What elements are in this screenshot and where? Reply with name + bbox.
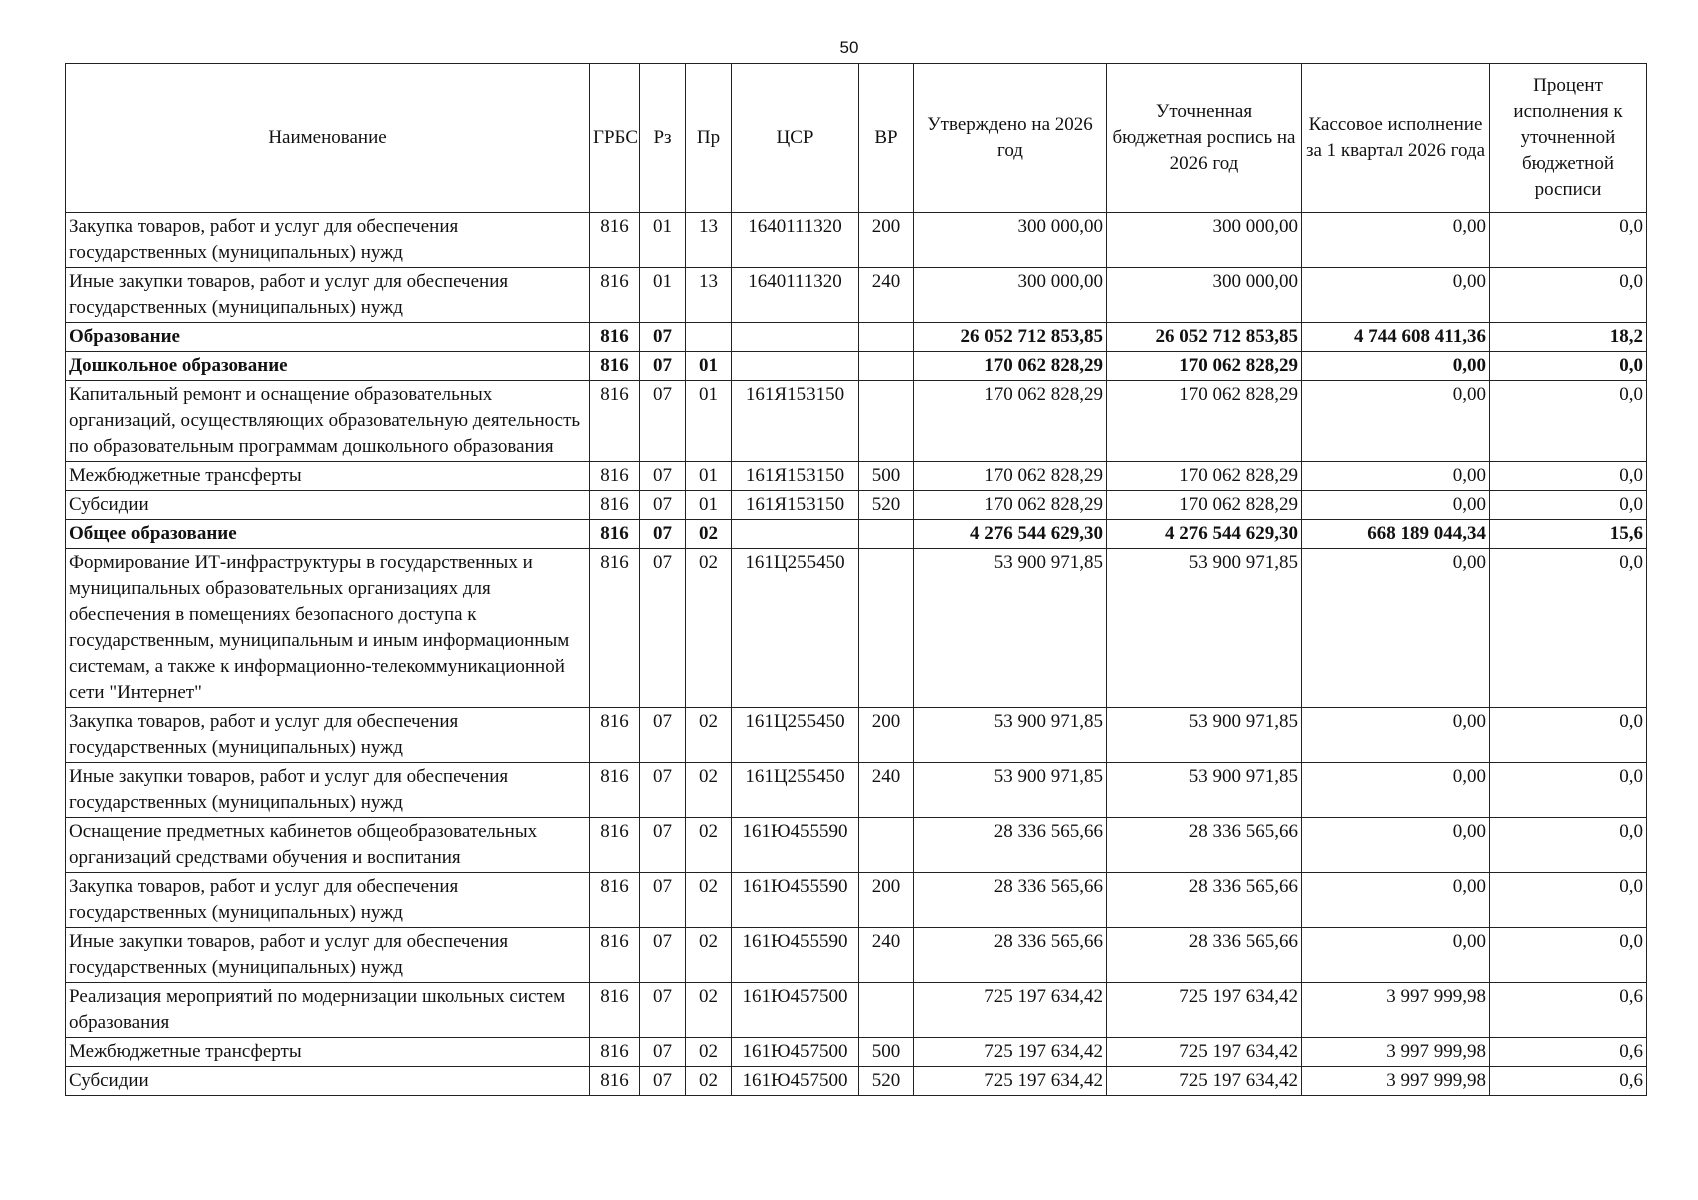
- cell-name: Субсидии: [66, 1067, 590, 1096]
- cell-rz: 01: [640, 213, 686, 268]
- cell-cash: 0,00: [1302, 352, 1490, 381]
- cell-percent: 0,6: [1490, 1038, 1647, 1067]
- cell-csr: [732, 323, 859, 352]
- cell-grbs: 816: [590, 549, 640, 708]
- table-body: [66, 213, 1647, 1096]
- cell-cash: 668 189 044,34: [1302, 520, 1490, 549]
- cell-rz: 07: [640, 873, 686, 928]
- cell-csr: 161Ц255450: [732, 708, 859, 763]
- cell-csr: 161Ц255450: [732, 549, 859, 708]
- cell-cash: 0,00: [1302, 491, 1490, 520]
- cell-cash: 4 744 608 411,36: [1302, 323, 1490, 352]
- cell-cash: 0,00: [1302, 928, 1490, 983]
- cell-vr: 240: [859, 763, 914, 818]
- cell-percent: 0,0: [1490, 928, 1647, 983]
- cell-refined: 300 000,00: [1107, 213, 1302, 268]
- cell-approved: 28 336 565,66: [914, 818, 1107, 873]
- cell-cash: 0,00: [1302, 381, 1490, 462]
- table-row: [66, 983, 1647, 1038]
- cell-rz: 07: [640, 708, 686, 763]
- cell-rz: 07: [640, 1038, 686, 1067]
- cell-vr: 520: [859, 491, 914, 520]
- page-number: 50: [839, 38, 859, 57]
- table-row: [66, 213, 1647, 268]
- cell-rz: 07: [640, 928, 686, 983]
- cell-pr: 02: [686, 549, 732, 708]
- cell-approved: 26 052 712 853,85: [914, 323, 1107, 352]
- cell-vr: [859, 549, 914, 708]
- cell-csr: 161Я153150: [732, 381, 859, 462]
- cell-vr: 200: [859, 213, 914, 268]
- cell-name: Иные закупки товаров, работ и услуг для обеспечения государственных (муниципальных) нужд: [66, 763, 590, 818]
- cell-pr: 02: [686, 983, 732, 1038]
- table-row: [66, 268, 1647, 323]
- cell-csr: 161Я153150: [732, 462, 859, 491]
- cell-rz: 07: [640, 352, 686, 381]
- cell-vr: [859, 520, 914, 549]
- cell-name: Реализация мероприятий по модернизации школьных систем образования: [66, 983, 590, 1038]
- cell-refined: 725 197 634,42: [1107, 1067, 1302, 1096]
- cell-rz: 07: [640, 381, 686, 462]
- header-csr: ЦСР: [732, 64, 859, 213]
- cell-pr: 01: [686, 491, 732, 520]
- cell-rz: 07: [640, 462, 686, 491]
- cell-vr: [859, 983, 914, 1038]
- cell-grbs: 816: [590, 268, 640, 323]
- cell-percent: 0,0: [1490, 491, 1647, 520]
- cell-percent: 0,0: [1490, 268, 1647, 323]
- cell-name: Межбюджетные трансферты: [66, 1038, 590, 1067]
- cell-grbs: 816: [590, 520, 640, 549]
- cell-rz: 01: [640, 268, 686, 323]
- cell-refined: 170 062 828,29: [1107, 381, 1302, 462]
- cell-refined: 53 900 971,85: [1107, 708, 1302, 763]
- cell-refined: 53 900 971,85: [1107, 763, 1302, 818]
- cell-csr: 161Ю457500: [732, 1038, 859, 1067]
- cell-vr: 240: [859, 928, 914, 983]
- cell-percent: 0,0: [1490, 352, 1647, 381]
- cell-cash: 0,00: [1302, 708, 1490, 763]
- header-cash: Кассовое исполнение за 1 квартал 2026 года: [1302, 64, 1490, 213]
- table-header-row: [66, 64, 1647, 213]
- cell-vr: 240: [859, 268, 914, 323]
- cell-pr: 02: [686, 928, 732, 983]
- cell-percent: 0,0: [1490, 549, 1647, 708]
- cell-name: Дошкольное образование: [66, 352, 590, 381]
- cell-refined: 725 197 634,42: [1107, 983, 1302, 1038]
- cell-approved: 170 062 828,29: [914, 462, 1107, 491]
- cell-approved: 28 336 565,66: [914, 928, 1107, 983]
- cell-csr: 1640111320: [732, 268, 859, 323]
- cell-cash: 0,00: [1302, 818, 1490, 873]
- cell-vr: 200: [859, 708, 914, 763]
- header-approved: Утверждено на 2026 год: [914, 64, 1107, 213]
- header-rz: Рз: [640, 64, 686, 213]
- table-row: [66, 873, 1647, 928]
- cell-vr: [859, 381, 914, 462]
- cell-percent: 18,2: [1490, 323, 1647, 352]
- cell-csr: [732, 520, 859, 549]
- cell-grbs: 816: [590, 491, 640, 520]
- cell-cash: 0,00: [1302, 213, 1490, 268]
- cell-grbs: 816: [590, 381, 640, 462]
- cell-grbs: 816: [590, 213, 640, 268]
- cell-csr: 161Ю455590: [732, 928, 859, 983]
- header-grbs: ГРБС: [590, 64, 640, 213]
- cell-name: Межбюджетные трансферты: [66, 462, 590, 491]
- cell-approved: 725 197 634,42: [914, 983, 1107, 1038]
- cell-refined: 725 197 634,42: [1107, 1038, 1302, 1067]
- cell-percent: 0,0: [1490, 213, 1647, 268]
- cell-name: Закупка товаров, работ и услуг для обеспечения государственных (муниципальных) нужд: [66, 873, 590, 928]
- cell-csr: 161Ю455590: [732, 873, 859, 928]
- cell-percent: 0,0: [1490, 873, 1647, 928]
- cell-vr: 500: [859, 1038, 914, 1067]
- cell-vr: [859, 352, 914, 381]
- table-row: [66, 1067, 1647, 1096]
- cell-csr: 161Ю455590: [732, 818, 859, 873]
- cell-rz: 07: [640, 323, 686, 352]
- cell-name: Закупка товаров, работ и услуг для обеспечения государственных (муниципальных) нужд: [66, 708, 590, 763]
- cell-grbs: 816: [590, 1038, 640, 1067]
- cell-csr: 161Я153150: [732, 491, 859, 520]
- cell-cash: 3 997 999,98: [1302, 1038, 1490, 1067]
- cell-refined: 170 062 828,29: [1107, 462, 1302, 491]
- cell-csr: [732, 352, 859, 381]
- cell-csr: 161Ю457500: [732, 1067, 859, 1096]
- table-row: [66, 352, 1647, 381]
- cell-pr: 13: [686, 268, 732, 323]
- cell-percent: 15,6: [1490, 520, 1647, 549]
- cell-approved: 725 197 634,42: [914, 1067, 1107, 1096]
- table-row: [66, 928, 1647, 983]
- cell-approved: 170 062 828,29: [914, 352, 1107, 381]
- cell-pr: 02: [686, 818, 732, 873]
- cell-rz: 07: [640, 1067, 686, 1096]
- cell-approved: 53 900 971,85: [914, 763, 1107, 818]
- cell-grbs: 816: [590, 873, 640, 928]
- cell-name: Капитальный ремонт и оснащение образовательных организаций, осуществляющих образовательную деятельность по образовательным программам дошкольного образования: [66, 381, 590, 462]
- cell-cash: 3 997 999,98: [1302, 1067, 1490, 1096]
- cell-cash: 0,00: [1302, 873, 1490, 928]
- table-row: [66, 763, 1647, 818]
- cell-vr: [859, 323, 914, 352]
- cell-pr: 02: [686, 520, 732, 549]
- cell-cash: 3 997 999,98: [1302, 983, 1490, 1038]
- cell-percent: 0,0: [1490, 763, 1647, 818]
- cell-pr: 01: [686, 352, 732, 381]
- cell-pr: 02: [686, 763, 732, 818]
- header-refined: Уточненная бюджетная роспись на 2026 год: [1107, 64, 1302, 213]
- cell-grbs: 816: [590, 323, 640, 352]
- budget-table: [65, 63, 1647, 1096]
- cell-rz: 07: [640, 763, 686, 818]
- table-row: [66, 549, 1647, 708]
- cell-csr: 1640111320: [732, 213, 859, 268]
- cell-vr: [859, 818, 914, 873]
- cell-approved: 725 197 634,42: [914, 1038, 1107, 1067]
- cell-name: Иные закупки товаров, работ и услуг для обеспечения государственных (муниципальных) нужд: [66, 268, 590, 323]
- table-row: [66, 462, 1647, 491]
- cell-refined: 26 052 712 853,85: [1107, 323, 1302, 352]
- cell-grbs: 816: [590, 352, 640, 381]
- cell-name: Закупка товаров, работ и услуг для обеспечения государственных (муниципальных) нужд: [66, 213, 590, 268]
- cell-approved: 28 336 565,66: [914, 873, 1107, 928]
- cell-rz: 07: [640, 983, 686, 1038]
- cell-grbs: 816: [590, 708, 640, 763]
- cell-vr: 500: [859, 462, 914, 491]
- cell-pr: 01: [686, 381, 732, 462]
- cell-grbs: 816: [590, 763, 640, 818]
- cell-approved: 53 900 971,85: [914, 708, 1107, 763]
- table-row: [66, 520, 1647, 549]
- cell-percent: 0,0: [1490, 381, 1647, 462]
- cell-rz: 07: [640, 491, 686, 520]
- cell-csr: 161Ю457500: [732, 983, 859, 1038]
- cell-cash: 0,00: [1302, 462, 1490, 491]
- cell-vr: 200: [859, 873, 914, 928]
- cell-name: Оснащение предметных кабинетов общеобразовательных организаций средствами обучения и воспитания: [66, 818, 590, 873]
- table-row: [66, 381, 1647, 462]
- cell-approved: 300 000,00: [914, 213, 1107, 268]
- header-percent: Процент исполнения к уточненной бюджетной росписи: [1490, 64, 1647, 213]
- cell-cash: 0,00: [1302, 549, 1490, 708]
- cell-pr: 02: [686, 873, 732, 928]
- cell-refined: 170 062 828,29: [1107, 352, 1302, 381]
- cell-approved: 170 062 828,29: [914, 491, 1107, 520]
- cell-name: Формирование ИТ-инфраструктуры в государственных и муниципальных образовательных организациях для обеспечения в помещениях безопасного доступа к государственным, муниципальным и иным информационным системам, а также к информационно-телекоммуникационной сети "Интернет": [66, 549, 590, 708]
- cell-percent: 0,6: [1490, 1067, 1647, 1096]
- cell-csr: 161Ц255450: [732, 763, 859, 818]
- cell-cash: 0,00: [1302, 268, 1490, 323]
- cell-vr: 520: [859, 1067, 914, 1096]
- cell-grbs: 816: [590, 928, 640, 983]
- header-pr: Пр: [686, 64, 732, 213]
- cell-pr: [686, 323, 732, 352]
- cell-approved: 53 900 971,85: [914, 549, 1107, 708]
- table-row: [66, 323, 1647, 352]
- cell-name: Общее образование: [66, 520, 590, 549]
- cell-approved: 170 062 828,29: [914, 381, 1107, 462]
- cell-refined: 53 900 971,85: [1107, 549, 1302, 708]
- cell-percent: 0,0: [1490, 462, 1647, 491]
- cell-refined: 4 276 544 629,30: [1107, 520, 1302, 549]
- cell-percent: 0,0: [1490, 818, 1647, 873]
- table-row: [66, 1038, 1647, 1067]
- cell-cash: 0,00: [1302, 763, 1490, 818]
- cell-pr: 02: [686, 1067, 732, 1096]
- cell-rz: 07: [640, 520, 686, 549]
- table-row: [66, 708, 1647, 763]
- cell-refined: 28 336 565,66: [1107, 928, 1302, 983]
- cell-refined: 300 000,00: [1107, 268, 1302, 323]
- table-row: [66, 818, 1647, 873]
- cell-percent: 0,0: [1490, 708, 1647, 763]
- cell-grbs: 816: [590, 983, 640, 1038]
- cell-pr: 02: [686, 708, 732, 763]
- cell-refined: 28 336 565,66: [1107, 818, 1302, 873]
- header-name: Наименование: [66, 64, 590, 213]
- cell-pr: 02: [686, 1038, 732, 1067]
- cell-refined: 28 336 565,66: [1107, 873, 1302, 928]
- cell-name: Иные закупки товаров, работ и услуг для обеспечения государственных (муниципальных) нужд: [66, 928, 590, 983]
- cell-pr: 13: [686, 213, 732, 268]
- cell-name: Субсидии: [66, 491, 590, 520]
- table-row: [66, 491, 1647, 520]
- cell-pr: 01: [686, 462, 732, 491]
- cell-grbs: 816: [590, 818, 640, 873]
- cell-refined: 170 062 828,29: [1107, 491, 1302, 520]
- cell-grbs: 816: [590, 462, 640, 491]
- cell-approved: 300 000,00: [914, 268, 1107, 323]
- cell-approved: 4 276 544 629,30: [914, 520, 1107, 549]
- cell-name: Образование: [66, 323, 590, 352]
- cell-percent: 0,6: [1490, 983, 1647, 1038]
- header-vr: ВР: [859, 64, 914, 213]
- cell-rz: 07: [640, 818, 686, 873]
- cell-rz: 07: [640, 549, 686, 708]
- cell-grbs: 816: [590, 1067, 640, 1096]
